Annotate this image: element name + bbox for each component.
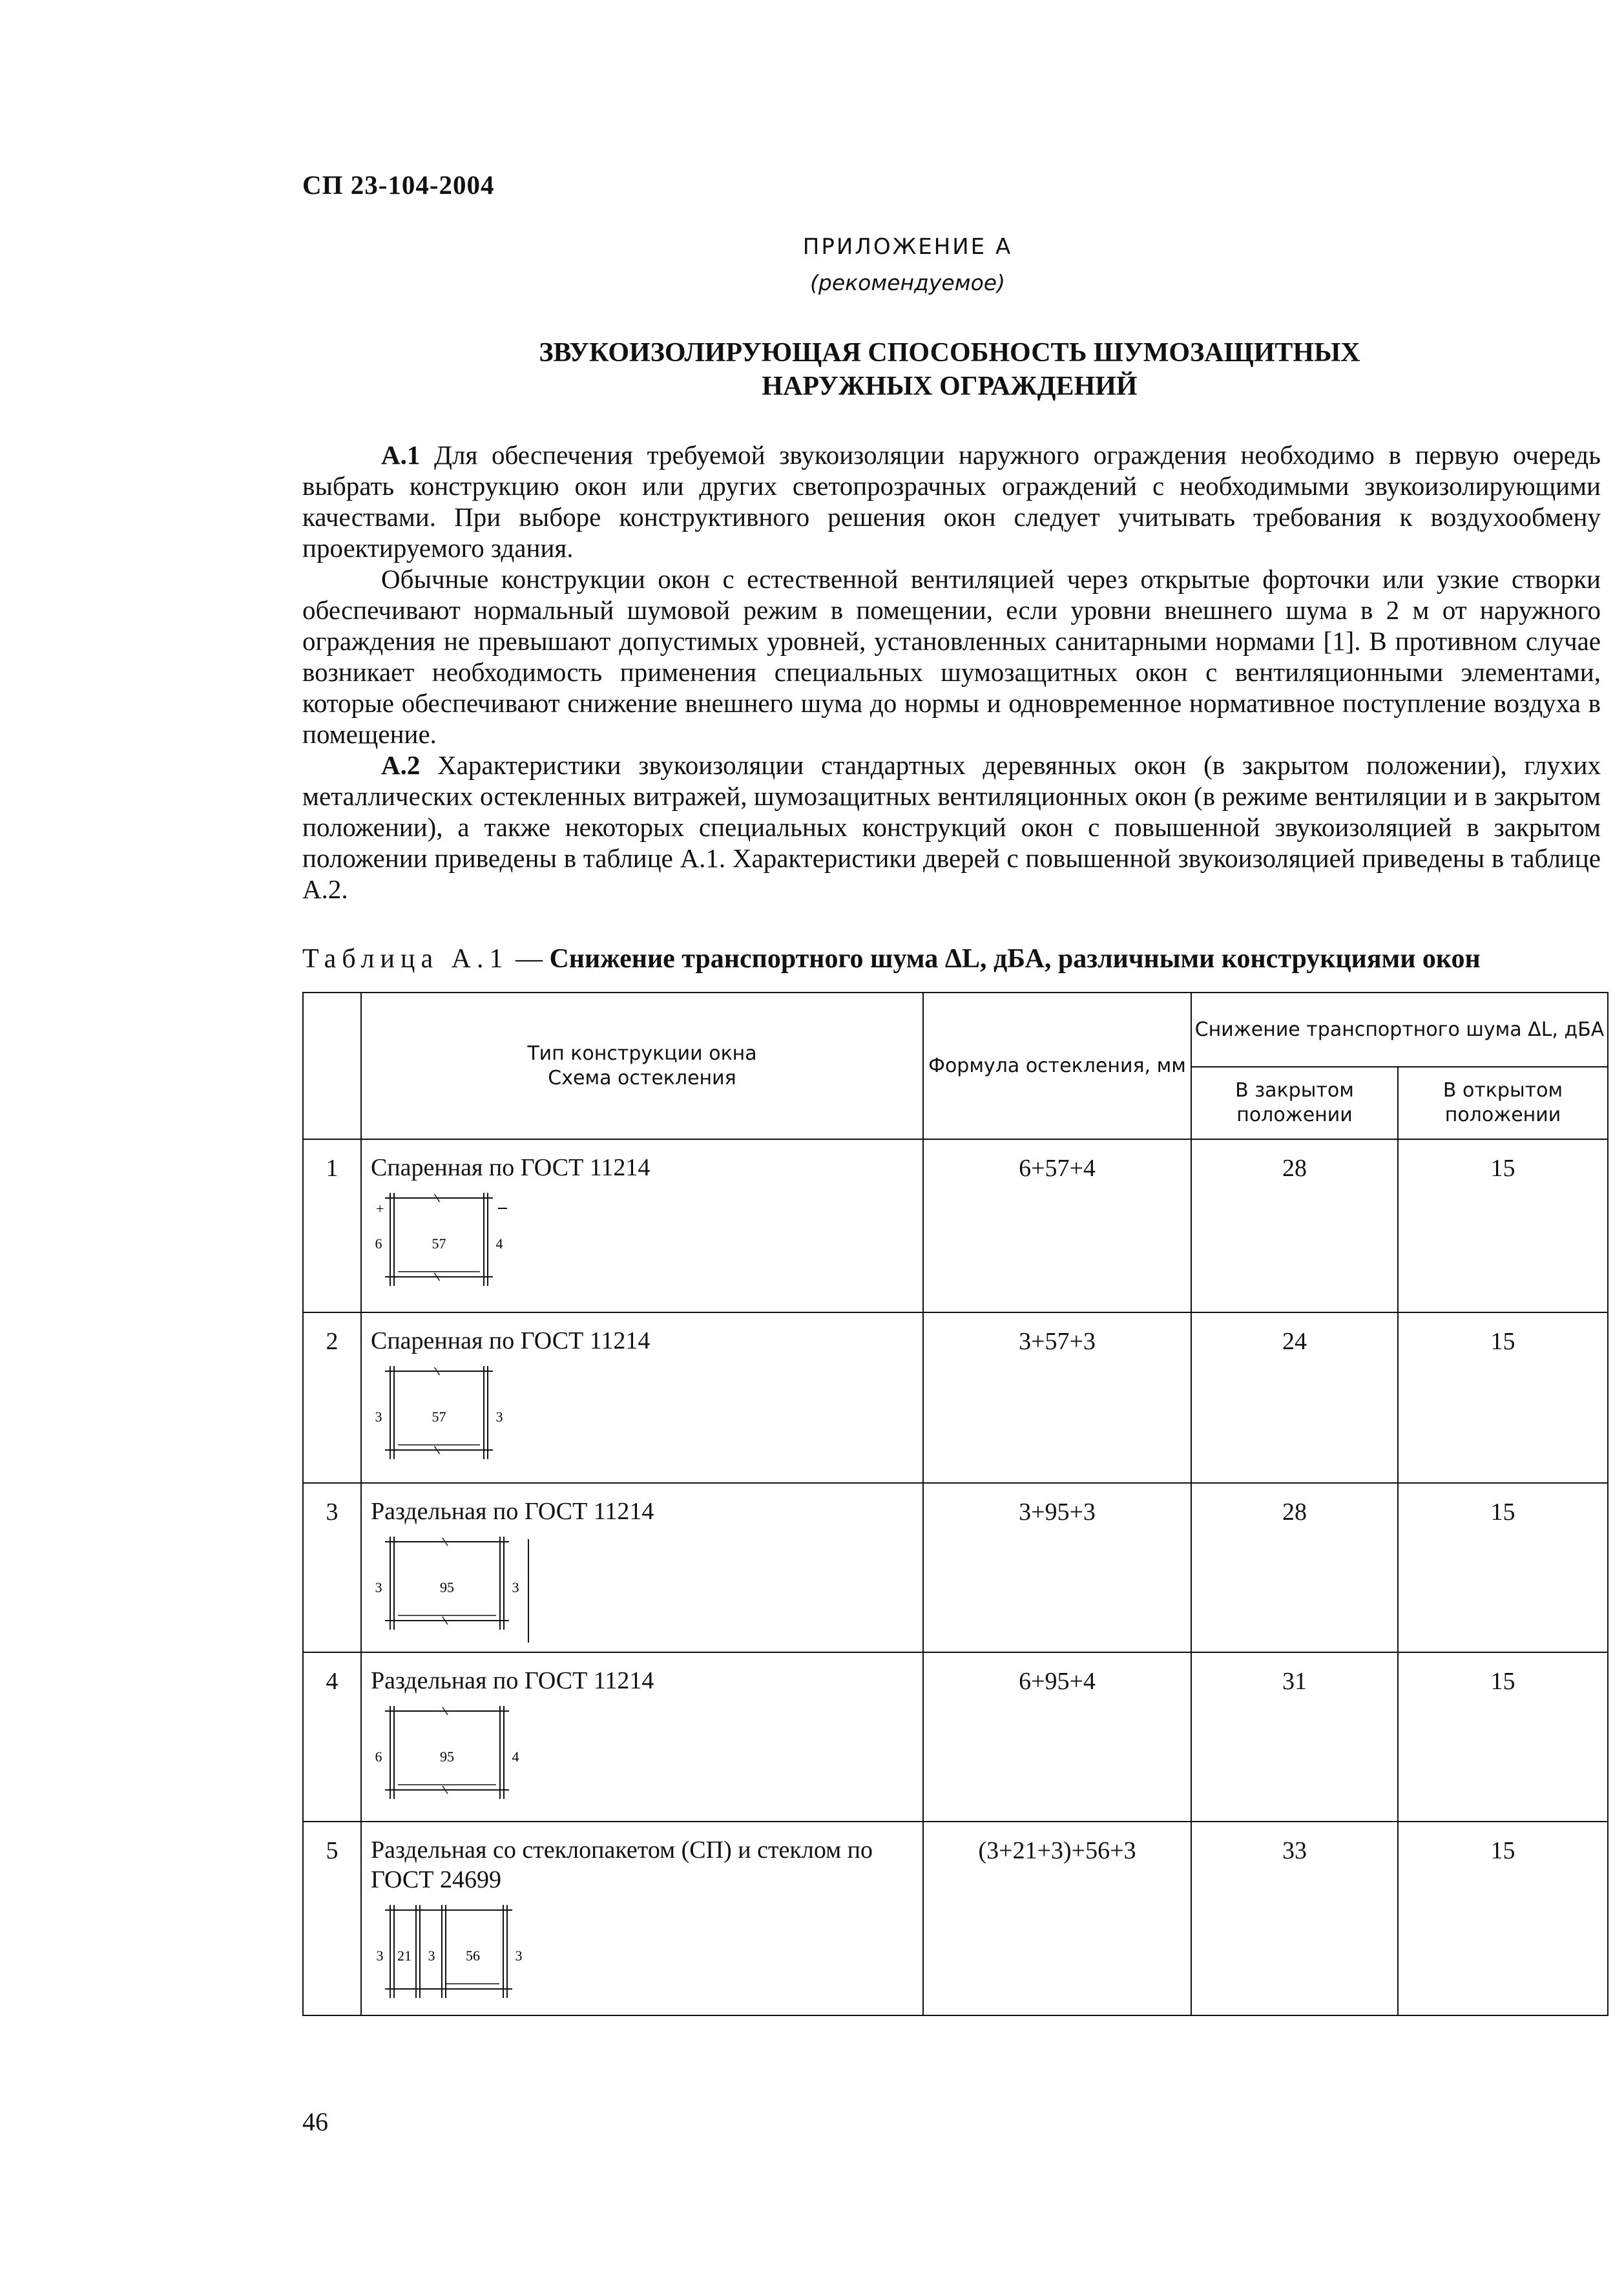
paragraph-a2: [302, 750, 1601, 905]
table-caption-label: Таблица А.1: [302, 944, 509, 974]
window-type: Раздельная по ГОСТ 11214: [371, 1667, 654, 1694]
schema-dim-right: 4: [495, 1235, 503, 1252]
header-open: В открытом положении: [1398, 1067, 1608, 1139]
schema-dim-gap: 57: [432, 1409, 446, 1425]
appendix-subtitle: (рекомендуемое): [810, 270, 1005, 295]
row-number: 1: [303, 1139, 361, 1312]
window-type: Спаренная по ГОСТ 11214: [371, 1154, 651, 1181]
glazing-formula: (3+21+3)+56+3: [923, 1822, 1191, 2015]
header-number: [303, 993, 361, 1139]
glazing-schema-diagram: [371, 1901, 539, 2015]
page-number: 46: [302, 2107, 328, 2136]
paragraph-ventilation: Обычные конструкции окон с естественной вентиляцией через открытые форточки или узкие створки обеспечивают нормальный шумовой режим в помещении, если уровни внешнего шума в 2 м от наружного ограждения не превышают допустимых уровней, установленных санитарными нормами [1]. В противном случае возникает необходимость применения специальных шумозащитных окон с вентиляционными элементами, которые обеспечивают снижение внешнего шума до нормы и одновременное нормативное поступление воздуха в помещение.: [302, 564, 1601, 749]
schema-dim-left: 6: [375, 1749, 382, 1765]
schema-dim-gap: 56: [466, 1948, 480, 1964]
schema-dim-pane-3: 3: [515, 1948, 523, 1964]
schema-dim-gap: 57: [432, 1235, 446, 1252]
heading-line-1: ЗВУКОИЗОЛИРУЮЩАЯ СПОСОБНОСТЬ ШУМОЗАЩИТНЫХ: [539, 338, 1360, 368]
glazing-schema-diagram: [371, 1533, 539, 1646]
heading-line-2: НАРУЖНЫХ ОГРАЖДЕНИЙ: [762, 372, 1138, 401]
reduction-closed: 28: [1191, 1483, 1398, 1652]
reduction-open: 15: [1398, 1139, 1608, 1312]
table-caption: [302, 943, 1481, 974]
glazing-formula: 3+57+3: [923, 1312, 1191, 1483]
table-row: [303, 1312, 1608, 1483]
schema-dim-pane-2: 3: [428, 1948, 435, 1964]
schema-dim-gap: 95: [440, 1749, 454, 1765]
schema-dim-unit-gap: 21: [397, 1948, 411, 1964]
table-row: [303, 1483, 1608, 1652]
header-formula: Формула остекления, мм: [923, 993, 1191, 1139]
schema-dim-gap: 95: [440, 1579, 454, 1595]
window-type: Спаренная по ГОСТ 11214: [371, 1327, 651, 1354]
document-code: СП 23-104-2004: [302, 170, 495, 200]
paragraph-a2-text: Характеристики звукоизоляции стандартных деревянных окон (в закрытом положении), глухих металлических остекленных витражей, шумозащитных вентиляционных окон (в режиме вентиляции и в закрытом положении), а также некоторых специальных конструкций окон с повышенной звукоизоляцией в закрытом положении приведены в таблице А.1. Характеристики дверей с повышенной звукоизоляцией приведены в таблице А.2.: [302, 750, 1601, 904]
schema-dim-right: 4: [512, 1749, 519, 1765]
body-text: [302, 439, 1601, 905]
glazing-formula: 6+57+4: [923, 1139, 1191, 1312]
row-number: 2: [303, 1312, 361, 1483]
row-number: 4: [303, 1652, 361, 1822]
row-number: 5: [303, 1822, 361, 2015]
schema-dim-right: 3: [512, 1579, 519, 1595]
windows-table: [302, 992, 1608, 2016]
reduction-open: 15: [1398, 1822, 1608, 2015]
window-type-cell: [361, 1312, 923, 1483]
table-body: [303, 1139, 1608, 2015]
header-closed: В закрытом положении: [1191, 1067, 1398, 1139]
table-row: [303, 1139, 1608, 1312]
reduction-closed: 24: [1191, 1312, 1398, 1483]
reduction-closed: 33: [1191, 1822, 1398, 2015]
section-heading: [362, 336, 1537, 403]
window-type: Раздельная по ГОСТ 11214: [371, 1498, 654, 1525]
schema-dim-right: 3: [495, 1409, 503, 1425]
reduction-open: 15: [1398, 1652, 1608, 1822]
window-type-cell: [361, 1483, 923, 1652]
clause-label-a1: А.1: [381, 440, 421, 470]
table-caption-title: Снижение транспортного шума ΔL, дБА, различными конструкциями окон: [549, 944, 1481, 974]
schema-dim-left: 3: [375, 1579, 382, 1595]
table-row: [303, 1822, 1608, 2015]
glazing-formula: 6+95+4: [923, 1652, 1191, 1822]
header-type: Тип конструкции окна Схема остекления: [361, 993, 923, 1139]
paragraph-a1-text: Для обеспечения требуемой звукоизоляции наружного ограждения необходимо в первую очередь выбрать конструкцию окон или других светопрозрачных ограждений с необходимыми звукоизолирующими качествами. При выборе конструктивного решения окон следует учитывать требования к воздухообмену проектируемого здания.: [302, 440, 1601, 563]
window-type: Раздельная со стеклопакетом (СП) и стеклом по ГОСТ 24699: [371, 1836, 873, 1893]
table-caption-dash: —: [508, 944, 550, 974]
clause-label-a2: А.2: [381, 750, 421, 780]
appendix-title: ПРИЛОЖЕНИЕ А: [802, 234, 1013, 260]
reduction-open: 15: [1398, 1483, 1608, 1652]
schema-dim-left: 6: [375, 1235, 382, 1252]
glazing-formula: 3+95+3: [923, 1483, 1191, 1652]
glazing-schema-diagram: [371, 1362, 539, 1476]
window-type-cell: [361, 1652, 923, 1822]
paragraph-a1: [302, 439, 1601, 563]
schema-dim-pane-1: 3: [376, 1948, 384, 1964]
reduction-closed: 28: [1191, 1139, 1398, 1312]
table-row: [303, 1652, 1608, 1822]
reduction-closed: 31: [1191, 1652, 1398, 1822]
window-type-cell: [361, 1822, 923, 2015]
svg-text:+: +: [376, 1201, 384, 1217]
row-number: 3: [303, 1483, 361, 1652]
glazing-schema-diagram: [371, 1189, 539, 1303]
window-type-cell: [361, 1139, 923, 1312]
glazing-schema-diagram: [371, 1702, 539, 1816]
header-reduction: Снижение транспортного шума ΔL, дБА: [1191, 993, 1608, 1067]
reduction-open: 15: [1398, 1312, 1608, 1483]
schema-dim-left: 3: [375, 1409, 382, 1425]
